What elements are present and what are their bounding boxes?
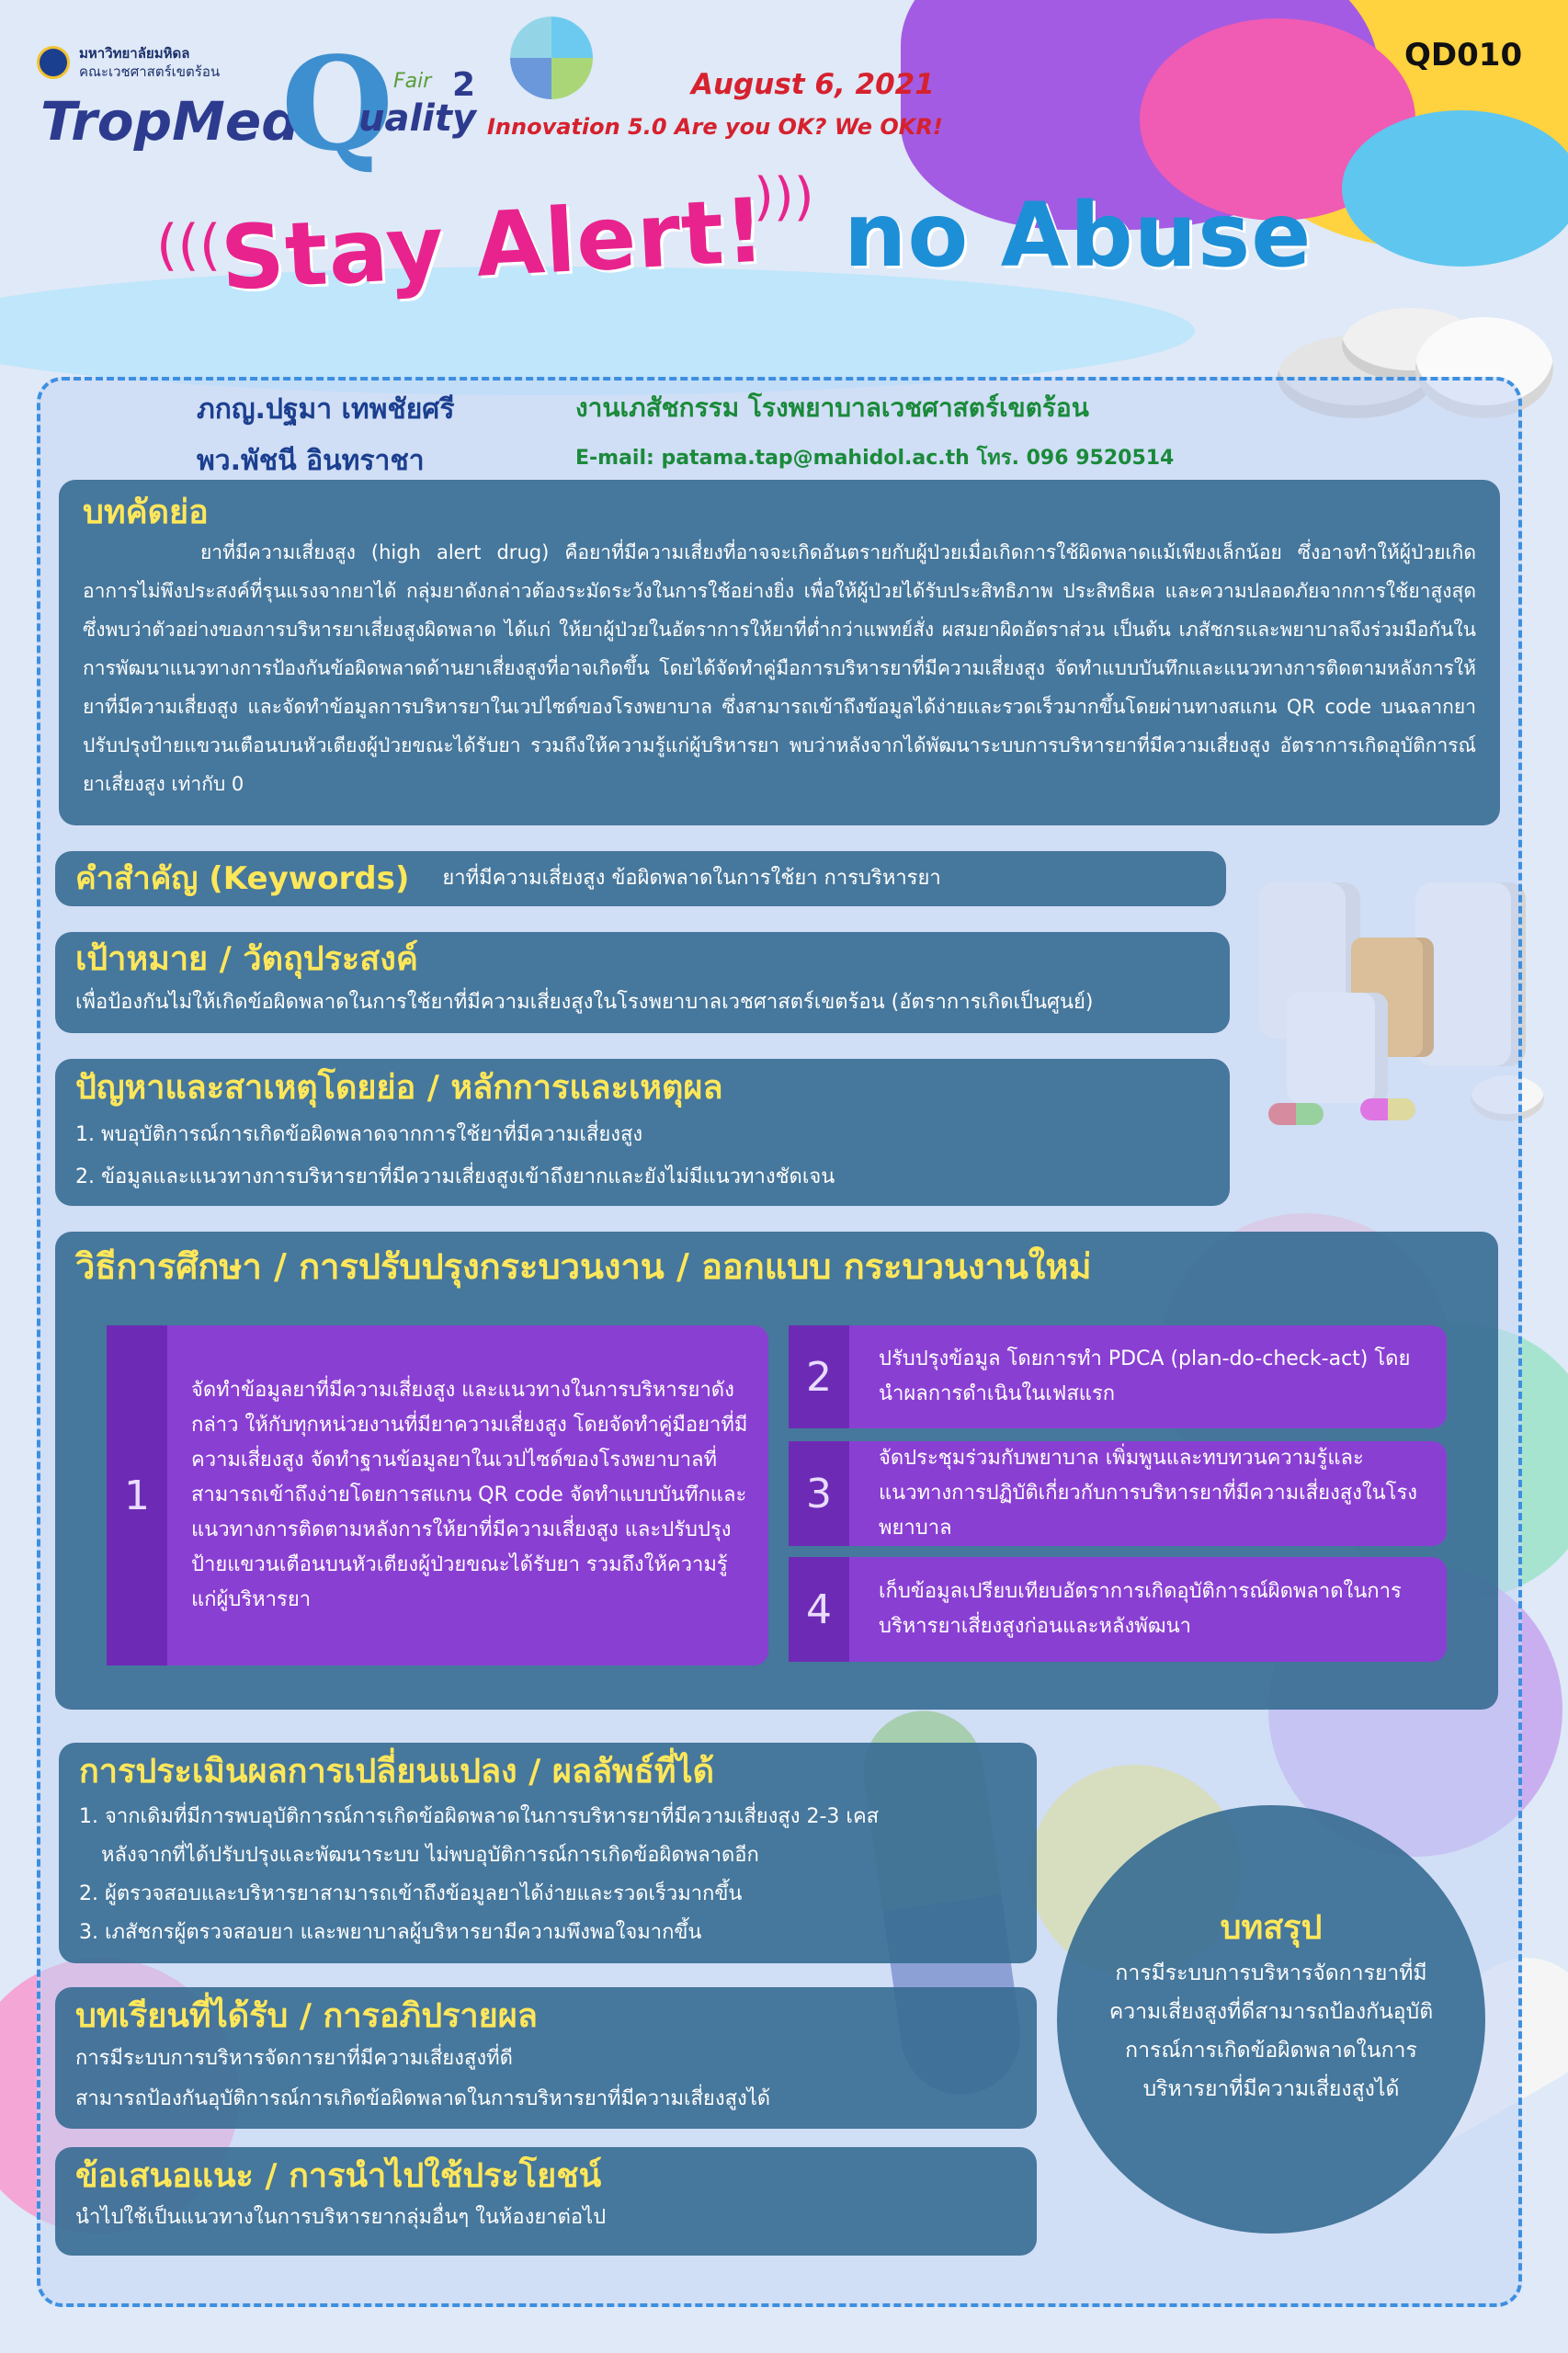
logo-fair: Fair: [393, 70, 432, 93]
step-number: 2: [789, 1325, 849, 1428]
author-contact: E-mail: patama.tap@mahidol.ac.th โทร. 096 9520514: [575, 447, 1175, 470]
decor-cyan-blob: [1342, 110, 1568, 267]
conclusion-circle: [1057, 1805, 1485, 2234]
results-item: หลังจากที่ได้ปรับปรุงและพัฒนาระบบ ไม่พบอุบัติการณ์การเกิดข้อผิดพลาดอีก: [101, 1844, 759, 1867]
abstract-panel: [59, 480, 1500, 825]
keywords-panel: [55, 851, 1226, 906]
problem-list: [75, 1114, 1210, 1199]
step-text: จัดทำข้อมูลยาที่มีความเสี่ยงสูง และแนวทางในการบริหารยาดังกล่าว ให้กับทุกหน่วยงานที่มียาความเสี่ยงสูง โดยจัดทำคู่มือยาที่มีความเสี่ยงสูง จัดทำฐานข้อมูลยาในเวปไซด์ของโรงพยาบาลที่สามารถเข้าถึงง่ายโดยการสแกน QR code จัดทำแบบบันทึกและแนวทางการติดตามหลังการให้ยาที่มีความเสี่ยงสูง และปรับปรุงป้ายแขวนเตือนบนหัวเตียงผู้ป่วยขณะได้รับยา รวมถึงให้ความรู้แก่ผู้บริหารยา: [191, 1379, 748, 1611]
step-number: 4: [789, 1557, 849, 1662]
signal-waves-right-icon: ))): [754, 167, 814, 227]
step-number: 3: [789, 1441, 849, 1546]
step-text: จัดประชุมร่วมกับพยาบาล เพิ่มพูนและทบทวนความรู้และแนวทางการปฏิบัติเกี่ยวกับการบริหารยาที่มีความเสี่ยงสูงในโรงพยาบาล: [879, 1447, 1418, 1540]
method-heading: วิธีการศึกษา / การปรับปรุงกระบวนงาน / ออกแบบ กระบวนงานใหม่: [75, 1246, 1092, 1287]
logo-q: Q: [281, 29, 393, 180]
pdca-wheel-icon: [510, 17, 593, 99]
event-tagline: Innovation 5.0 Are you OK? We OKR!: [487, 114, 943, 140]
author-name-1: ภกญ.ปฐมา เทพชัยศรี: [197, 393, 455, 426]
abstract-heading: บทคัดย่อ: [83, 494, 209, 531]
results-item: 2. ผู้ตรวจสอบและบริหารยาสามารถเข้าถึงข้อมูลยาได้ง่ายและรวดเร็วมากขึ้น: [79, 1882, 743, 1905]
suggestion-panel: [55, 2147, 1037, 2256]
logo-brand: TropMed: [40, 90, 300, 153]
method-step-3: [789, 1441, 1447, 1546]
problem-item: 1. พบอุบัติการณ์การเกิดข้อผิดพลาดจากการใช้ยาที่มีความเสี่ยงสูง: [75, 1123, 643, 1146]
logo-quality: uality: [358, 97, 477, 140]
university-line2: คณะเวชศาสตร์เขตร้อน: [79, 63, 221, 80]
method-step-4: [789, 1557, 1447, 1662]
method-step-2: [789, 1325, 1447, 1428]
objective-body: เพื่อป้องกันไม่ให้เกิดข้อผิดพลาดในการใช้ยาที่มีความเสี่ยงสูงในโรงพยาบาลเวชศาสตร์เขตร้อน (อัตราการเกิดเป็นศูนย์): [75, 991, 1094, 1014]
problem-item: 2. ข้อมูลและแนวทางการบริหารยาที่มีความเสี่ยงสูงเข้าถึงยากและยังไม่มีแนวทางชัดเจน: [75, 1165, 835, 1188]
author-department: งานเภสัชกรรม โรงพยาบาลเวชศาสตร์เขตร้อน: [575, 392, 1089, 423]
title-no-abuse: no Abuse: [844, 184, 1312, 287]
problem-panel: [55, 1059, 1230, 1206]
conclusion-body: การมีระบบการบริหารจัดการยาที่มีความเสี่ยงสูงที่ดีสามารถป้องกันอุบัติการณ์การเกิดข้อผิดพลาดในการบริหารยาที่มีความเสี่ยงสูงได้: [1108, 1961, 1434, 2101]
lessons-line: การมีระบบการบริหารจัดการยาที่มีความเสี่ยงสูงที่ดี: [75, 2047, 513, 2070]
author-name-2: พว.พัชนี อินทราชา: [197, 445, 425, 477]
step-number: 1: [107, 1325, 167, 1665]
results-list: [79, 1798, 1017, 1952]
event-date: August 6, 2021: [691, 68, 935, 101]
suggestion-body: นำไปใช้เป็นแนวทางในการบริหารยากลุ่มอื่นๆ ในห้องยาต่อไป: [75, 2206, 607, 2229]
lessons-heading: บทเรียนที่ได้รับ / การอภิปรายผล: [75, 1997, 538, 2035]
tropmed-quality-logo: [40, 29, 500, 180]
lessons-line: สามารถป้องกันอุบัติการณ์การเกิดข้อผิดพลาดในการบริหารยาที่มีความเสี่ยงสูงได้: [75, 2087, 771, 2110]
logo-fair-number: 2: [452, 66, 476, 104]
lessons-panel: [55, 1987, 1037, 2129]
method-step-1: [107, 1325, 768, 1665]
abstract-body: ยาที่มีความเสี่ยงสูง (high alert drug) คือยาที่มีความเสี่ยงที่อาจจะเกิดอันตรายกับผู้ป่วยเมื่อเกิดการใช้ผิดพลาดแม้เพียงเล็กน้อย ซึ่งอาจทำให้ผู้ป่วยเกิดอาการไม่พึงประสงค์ที่รุนแรงจากยาได้ กลุ่มยาดังกล่าวต้องระมัดระวังในการใช้อย่างยิ่ง เพื่อให้ผู้ป่วยได้รับประสิทธิภาพ ประสิทธิผล และความปลอดภัยจากการใช้ยาสูงสุด ซึ่งพบว่าตัวอย่างของการบริหารยาเสี่ยงสูงผิดพลาด ได้แก่ ให้ยาผู้ป่วยในอัตราการให้ยาที่ต่ำกว่าแพทย์สั่ง ผสมยาผิดอัตราส่วน เป็นต้น เภสัชกรและพยาบาลจึงร่วมมือกันในการพัฒนาแนวทางการป้องกันข้อผิดพลาดด้านยาเสี่ยงสูงที่อาจเกิดขึ้น โดยได้จัดทำคู่มือการบริหารยาที่มีความเสี่ยงสูง จัดทำแบบบันทึกและแนวทางการติดตามหลังการให้ยาที่มีความเสี่ยงสูง และจัดทำข้อมูลการบริหารยาในเวปไซต์ของโรงพยาบาล ซึ่งสามารถเข้าถึงข้อมูลได้ง่ายและรวดเร็วมากขึ้นโดยผ่านทางสแกน QR code บนฉลากยา ปรับปรุงป้ายแขวนเตือนบนหัวเตียงผู้ป่วยขณะได้รับยา รวมถึงให้ความรู้แก่ผู้บริหารยา พบว่าหลังจากได้พัฒนาระบบการบริหารยาที่มีความเสี่ยงสูง อัตราการเกิดอุบัติการณ์ยาเสี่ยงสูง เท่ากับ 0: [83, 541, 1476, 795]
step-text: เก็บข้อมูลเปรียบเทียบอัตราการเกิดอุบัติการณ์ผิดพลาดในการบริหารยาเสี่ยงสูงก่อนและหลังพัฒนา: [879, 1580, 1402, 1638]
poster-code: QD010: [1404, 37, 1523, 74]
signal-waves-left-icon: (((: [156, 213, 222, 278]
title-stay-alert: Stay Alert!: [218, 178, 768, 311]
results-heading: การประเมินผลการเปลี่ยนแปลง / ผลลัพธ์ที่ได้: [79, 1753, 714, 1790]
university-line1: มหาวิทยาลัยมหิดล: [79, 45, 190, 62]
keywords-heading: คำสำคัญ (Keywords): [75, 860, 410, 897]
objective-heading: เป้าหมาย / วัตถุประสงค์: [75, 940, 418, 978]
results-item: 3. เภสัชกรผู้ตรวจสอบยา และพยาบาลผู้บริหารยามีความพึงพอใจมากขึ้น: [79, 1921, 702, 1944]
conclusion-heading: บทสรุป: [1220, 1909, 1323, 1947]
step-text: ปรับปรุงข้อมูล โดยการทำ PDCA (plan-do-check-act) โดยนำผลการดำเนินในเฟสแรก: [879, 1347, 1411, 1405]
results-panel: [59, 1743, 1037, 1963]
suggestion-heading: ข้อเสนอแนะ / การนำไปใช้ประโยชน์: [75, 2157, 602, 2195]
problem-heading: ปัญหาและสาเหตุโดยย่อ / หลักการและเหตุผล: [75, 1069, 723, 1107]
results-item: 1. จากเดิมที่มีการพบอุบัติการณ์การเกิดข้อผิดพลาดในการบริหารยาที่มีความเสี่ยงสูง 2-3 เคส: [79, 1805, 880, 1828]
objective-panel: [55, 932, 1230, 1033]
keywords-body: ยาที่มีความเสี่ยงสูง ข้อผิดพลาดในการใช้ยา การบริหารยา: [442, 867, 941, 890]
